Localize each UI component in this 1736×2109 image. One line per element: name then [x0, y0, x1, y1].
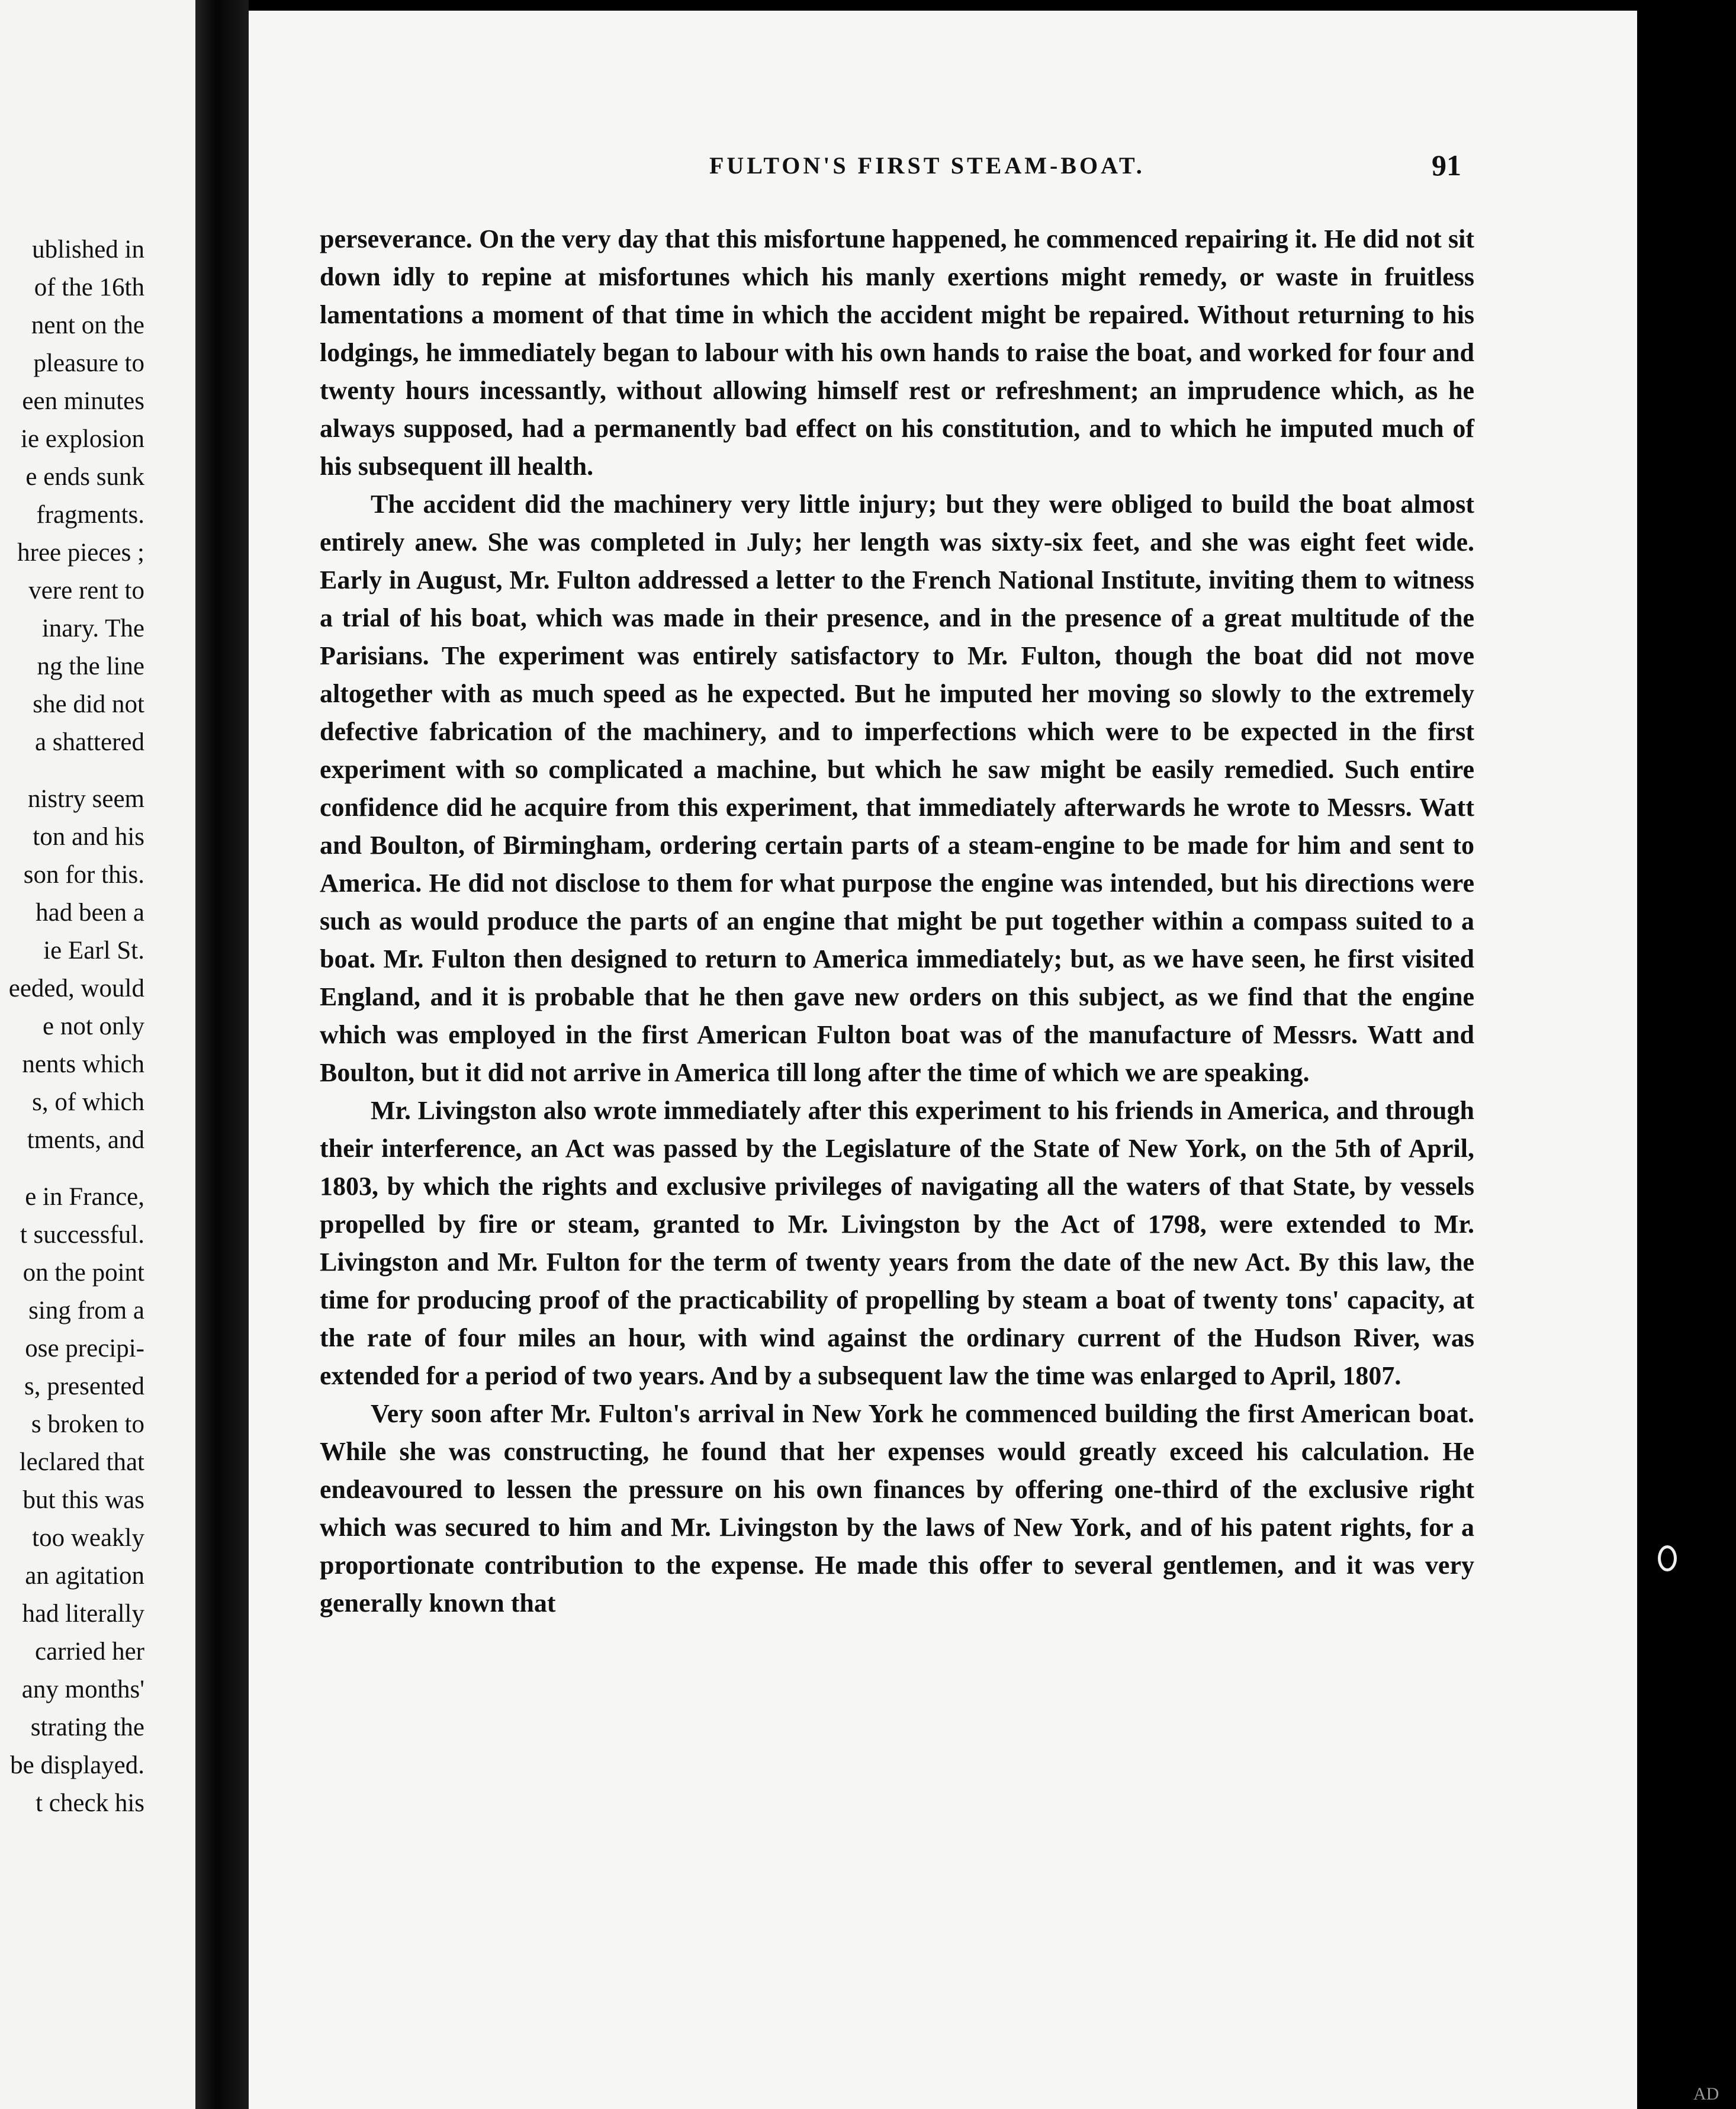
- prev-line: she did not: [33, 690, 144, 718]
- prev-line: sing from a: [28, 1297, 144, 1324]
- previous-page-text: [0, 231, 144, 1822]
- prev-line: nistry seem: [27, 785, 144, 813]
- prev-line: inary. The: [41, 615, 144, 642]
- page-number: 91: [1432, 149, 1461, 182]
- prev-line: pleasure to: [33, 349, 144, 377]
- prev-line: on the point: [22, 1259, 144, 1287]
- running-title: FULTON'S FIRST STEAM-BOAT.: [709, 152, 1145, 179]
- scan-border: [1637, 0, 1736, 2109]
- prev-line: een minutes: [22, 387, 144, 415]
- scan-edge-mark: [1658, 1545, 1677, 1571]
- paragraph: Mr. Livingston also wrote immediately after this experiment to his friends in America, and through their interference, an Act was passed by the Legislature of the State of New York, on the 5th of April, 1803, by which the rights and exclusive privileges of navigating all the waters of that State, by vessels propelled by fire or steam, granted to Mr. Livingston by the Act of 1798, were extended to Mr. Livingston and Mr. Fulton for the term of twenty years from the date of the new Act. By this law, the time for producing proof of the practicability of propelling by steam a boat of twenty tons' capacity, at the rate of four miles an hour, with wind against the ordinary current of the Hudson River, was extended for a period of two years. And by a subsequent law the time was enlarged to April, 1807.: [320, 1096, 1474, 1390]
- prev-line: tments, and: [27, 1126, 144, 1154]
- prev-line: t successful.: [20, 1221, 144, 1249]
- prev-line: a shattered: [34, 728, 144, 756]
- book-gutter: [195, 0, 249, 2109]
- paragraph: The accident did the machinery very little injury; but they were obliged to build the boat almost entirely anew. She was completed in July; her length was sixty-six feet, and she was eight feet wide. Early in August, Mr. Fulton addressed a letter to the French National Institute, inviting them to witness a trial of his boat, which was made in their presence, and in the presence of a great multitude of the Parisians. The experiment was entirely satisfactory to Mr. Fulton, though the boat did not move altogether with as much speed as he expected. But he imputed her moving so slowly to the extremely defective fabrication of the machinery, and to imperfections which were to be expected in the first experiment with so complicated a machine, but which he saw might be easily remedied. Such entire confidence did he acquire from this experiment, that immediately afterwards he wrote to Messrs. Watt and Boulton, of Birmingham, ordering certain parts of a steam-engine to be made for him and sent to America. He did not disclose to them for what purpose the engine was intended, but his directions were such as would produce the parts of an engine that might be put together within a compass suited to a boat. Mr. Fulton then designed to return to America immediately; but, as we have seen, he first visited England, and it is probable that he then gave new orders on this subject, as we find that the engine which was employed in the first American Fulton boat was of the manufacture of Messrs. Watt and Boulton, but it did not arrive in America till long after the time of which we are speaking.: [320, 490, 1474, 1087]
- page-body: [320, 220, 1474, 1622]
- prev-line: ie explosion: [21, 425, 144, 453]
- prev-line: nents which: [22, 1050, 144, 1078]
- prev-line: s, of which: [32, 1088, 144, 1116]
- prev-line: had been a: [36, 899, 144, 927]
- prev-line: be displayed.: [10, 1751, 144, 1779]
- prev-line: eeded, would: [8, 975, 144, 1002]
- prev-line: leclared that: [19, 1448, 144, 1476]
- prev-line: an agitation: [25, 1562, 144, 1590]
- prev-line: t check his: [36, 1789, 144, 1817]
- prev-line: strating the: [30, 1713, 144, 1741]
- prev-line: vere rent to: [28, 577, 144, 605]
- previous-page-fragment: [0, 0, 195, 2109]
- scan-corner-mark: AD: [1693, 2084, 1719, 2104]
- prev-line: had literally: [22, 1600, 144, 1628]
- prev-line: ose precipi-: [25, 1335, 144, 1362]
- prev-line: ie Earl St.: [43, 937, 144, 965]
- paragraph-continued: perseverance. On the very day that this misfortune happened, he commenced repairing it. He did not sit down idly to repine at misfortunes which his manly exertions might remedy, or waste in fruitless lamentations a moment of that time in which the accident might be repaired. Without returning to his lodgings, he immediately began to labour with his own hands to raise the boat, and worked for four and twenty hours incessantly, without allowing himself rest or refreshment; an imprudence which, as he always supposed, had a permanently bad effect on his constitution, and to which he imputed much of his subsequent ill health.: [320, 224, 1474, 481]
- prev-line-gap: [0, 1159, 144, 1178]
- prev-line: any months': [21, 1676, 144, 1703]
- prev-line: nent on the: [31, 311, 144, 339]
- prev-line: s, presented: [24, 1372, 144, 1400]
- prev-line: carried her: [35, 1638, 144, 1666]
- prev-line: e not only: [43, 1012, 144, 1040]
- prev-line: fragments.: [36, 501, 144, 529]
- prev-line-gap: [0, 761, 144, 780]
- prev-line: but this was: [22, 1486, 144, 1514]
- prev-line: e in France,: [25, 1183, 144, 1211]
- prev-line: too weakly: [32, 1524, 144, 1552]
- prev-line: son for this.: [23, 861, 144, 889]
- paragraph: Very soon after Mr. Fulton's arrival in New York he commenced building the first American boat. While she was constructing, he found that her expenses would greatly exceed his calculation. He endeavoured to lessen the pressure on his own finances by offering one-third of the exclusive right which was secured to him and Mr. Livingston by the laws of New York, and of his patent rights, for a proportionate contribution to the expense. He made this offer to several gentlemen, and it was very generally known that: [320, 1399, 1474, 1618]
- prev-line: e ends sunk: [25, 463, 144, 491]
- prev-line: of the 16th: [34, 274, 144, 301]
- prev-line: ton and his: [33, 823, 144, 851]
- prev-line: ng the line: [37, 652, 144, 680]
- prev-line: ublished in: [32, 236, 144, 263]
- prev-line: s broken to: [31, 1410, 144, 1438]
- prev-line: hree pieces ;: [17, 539, 144, 567]
